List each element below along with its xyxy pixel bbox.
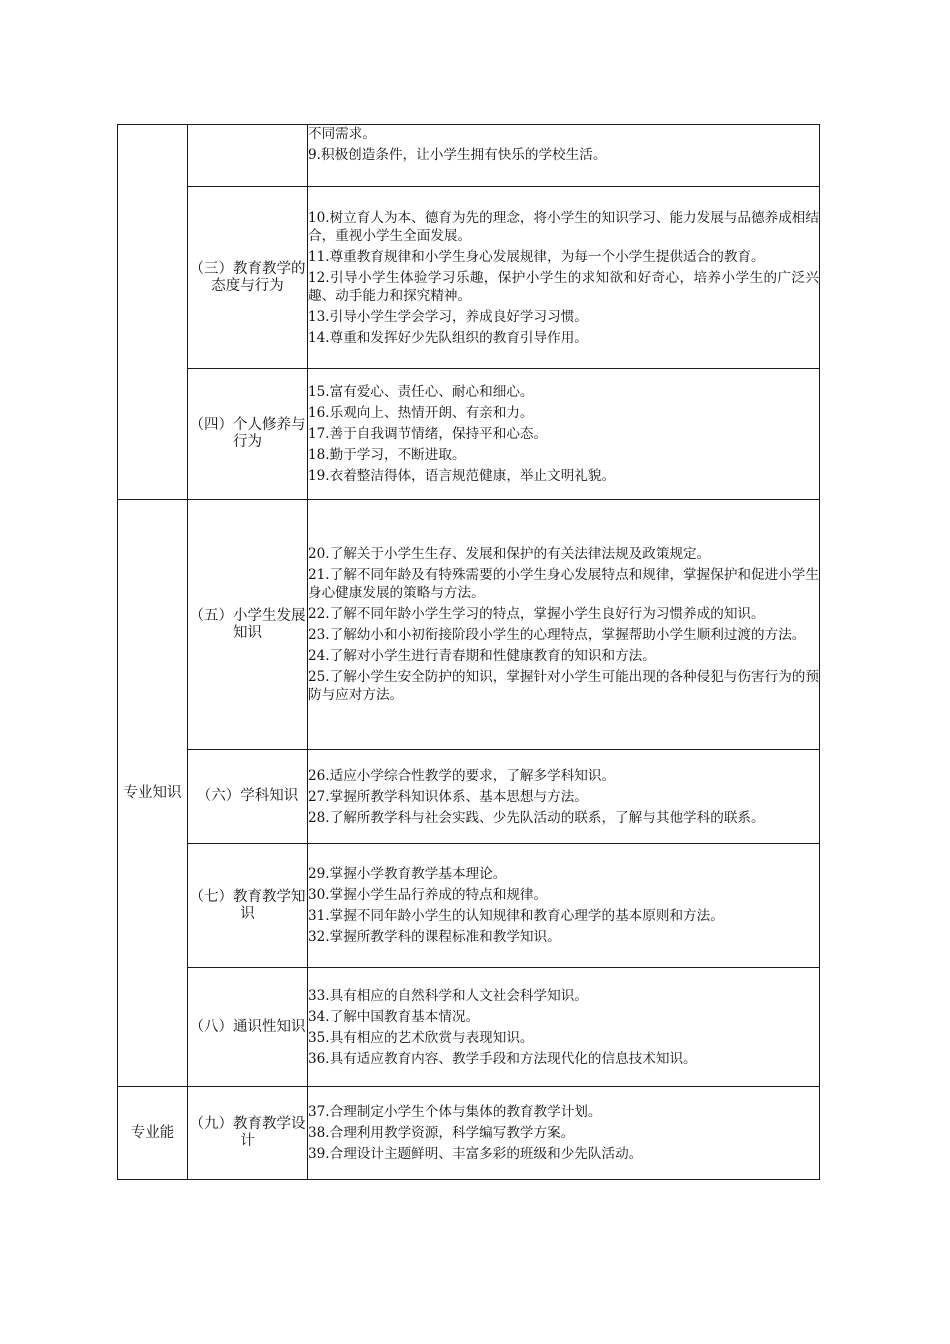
field-cell	[188, 844, 308, 968]
field-label: （五）小学生发展知识	[189, 607, 306, 641]
items-cell	[308, 125, 820, 187]
list-item: 26.适应小学综合性教学的要求，了解多学科知识。	[308, 767, 616, 784]
field-label: （八）通识性知识	[189, 1018, 306, 1035]
dimension-cell	[118, 125, 188, 500]
dimension-label: 专业能	[130, 1125, 175, 1141]
standards-table	[117, 124, 820, 1180]
table-row	[118, 187, 820, 369]
list-item: 35.具有相应的艺术欣赏与表现知识。	[308, 1029, 534, 1046]
list-item: 24.了解对小学生进行青春期和性健康教育的知识和方法。	[308, 648, 656, 664]
field-label: （六）学科知识	[196, 788, 299, 804]
field-label: （三）教育教学的态度与行为	[189, 260, 306, 294]
items-cell	[308, 844, 820, 968]
list-item: 38.合理利用教学资源，科学编写教学方案。	[308, 1125, 575, 1141]
list-item: 36.具有适应教育内容、教学手段和方法现代化的信息技术知识。	[308, 1050, 697, 1067]
list-item: 不同需求。	[308, 126, 376, 142]
list-item: 10.树立育人为本、德育为先的理念，将小学生的知识学习、能力发展与品德养成相结合，重视小学生全面发展。	[308, 209, 819, 244]
list-item: 11.尊重教育规律和小学生身心发展规律，为每一个小学生提供适合的教育。	[308, 248, 765, 265]
list-item: 19.衣着整洁得体，语言规范健康，举止文明礼貌。	[308, 468, 616, 484]
field-cell	[188, 187, 308, 369]
dimension-label: 专业知识	[123, 785, 182, 801]
table-row	[118, 125, 820, 187]
list-item: 25.了解小学生安全防护的知识，掌握针对小学生可能出现的各种侵犯与伤害行为的预防与应对方法。	[308, 669, 819, 703]
dimension-cell	[118, 1087, 188, 1180]
list-item: 14.尊重和发挥好少先队组织的教育引导作用。	[308, 329, 588, 346]
list-item: 9.积极创造条件，让小学生拥有快乐的学校生活。	[308, 147, 607, 163]
list-item: 33.具有相应的自然科学和人文社会科学知识。	[308, 987, 588, 1004]
list-item: 23.了解幼小和小初衔接阶段小学生的心理特点，掌握帮助小学生顺利过渡的方法。	[308, 627, 806, 643]
table-row	[118, 500, 820, 750]
list-item: 16.乐观向上、热情开朗、有亲和力。	[308, 405, 534, 421]
list-item: 12.引导小学生体验学习乐趣，保护小学生的求知欲和好奇心，培养小学生的广泛兴趣、动手能力和探究精神。	[308, 269, 819, 304]
list-item: 31.掌握不同年龄小学生的认知规律和教育心理学的基本原则和方法。	[308, 908, 724, 924]
field-cell	[188, 750, 308, 844]
items-cell	[308, 369, 820, 500]
dimension-cell	[118, 500, 188, 1087]
list-item: 27.掌握所教学科知识体系、基本思想与方法。	[308, 788, 588, 805]
field-cell	[188, 500, 308, 750]
list-item: 15.富有爱心、责任心、耐心和细心。	[308, 384, 534, 400]
field-cell	[188, 968, 308, 1087]
table-row	[118, 369, 820, 500]
table-row	[118, 844, 820, 968]
table-row	[118, 750, 820, 844]
field-label: （四）个人修养与行为	[189, 417, 306, 450]
list-item: 39.合理设计主题鲜明、丰富多彩的班级和少先队活动。	[308, 1146, 643, 1162]
list-item: 28.了解所教学科与社会实践、少先队活动的联系，了解与其他学科的联系。	[308, 809, 765, 826]
list-item: 18.勤于学习，不断进取。	[308, 447, 466, 463]
list-item: 17.善于自我调节情绪，保持平和心态。	[308, 426, 548, 442]
field-cell	[188, 369, 308, 500]
items-cell	[308, 187, 820, 369]
field-cell	[188, 1087, 308, 1180]
field-label: （七）教育教学知识	[189, 888, 306, 922]
field-cell	[188, 125, 308, 187]
field-label: （九）教育教学设计	[189, 1116, 306, 1149]
items-cell	[308, 500, 820, 750]
list-item: 34.了解中国教育基本情况。	[308, 1008, 480, 1025]
list-item: 22.了解不同年龄小学生学习的特点，掌握小学生良好行为习惯养成的知识。	[308, 606, 765, 622]
table-row	[118, 968, 820, 1087]
table-row	[118, 1087, 820, 1180]
list-item: 21.了解不同年龄及有特殊需要的小学生身心发展特点和规律，掌握保护和促进小学生身心健康发展的策略与方法。	[308, 567, 819, 601]
list-item: 13.引导小学生学会学习，养成良好学习习惯。	[308, 308, 588, 325]
list-item: 37.合理制定小学生个体与集体的教育教学计划。	[308, 1104, 602, 1120]
items-cell	[308, 1087, 820, 1180]
list-item: 20.了解关于小学生生存、发展和保护的有关法律法规及政策规定。	[308, 546, 711, 562]
list-item: 32.掌握所教学科的课程标准和教学知识。	[308, 929, 561, 945]
items-cell	[308, 750, 820, 844]
items-cell	[308, 968, 820, 1087]
list-item: 29.掌握小学教育教学基本理论。	[308, 866, 507, 882]
list-item: 30.掌握小学生品行养成的特点和规律。	[308, 887, 548, 903]
